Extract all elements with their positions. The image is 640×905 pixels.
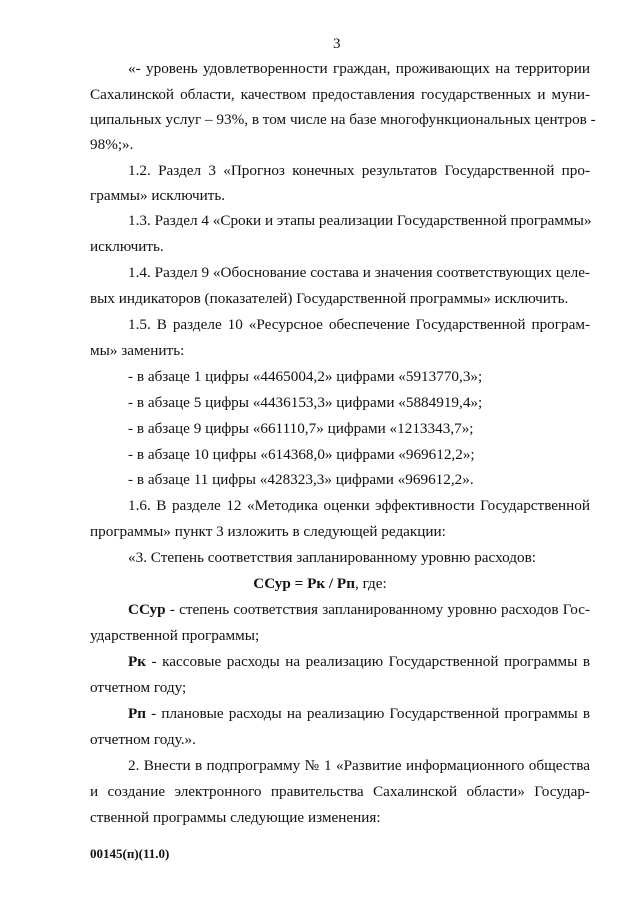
p1-line-1: «- уровень удовлетворенности граждан, проживающих на территории (128, 60, 590, 77)
p1-line-4: 98%;». (90, 136, 134, 153)
def1-line-1 (128, 601, 590, 619)
p1-line-2: Сахалинской области, качеством предоставления государственных и муни- (90, 86, 590, 103)
p1-line-3: ципальных услуг – 93%, в том числе на базе многофункциональных центров - (90, 111, 596, 128)
formula-suffix: , где: (354, 575, 387, 592)
p2-line-1: 1.2. Раздел 3 «Прогноз конечных результатов Государственной про- (128, 162, 590, 179)
p6-line-1: 1.6. В разделе 12 «Методика оценки эффективности Государственной (128, 497, 590, 514)
def1-line-2: ударственной программы; (90, 627, 260, 644)
def2-text: - кассовые расходы на реализацию Государственной программы в (146, 653, 590, 670)
p8-line-1: 2. Внести в подпрограмму № 1 «Развитие информационного общества (128, 757, 590, 774)
p3-line-1: 1.3. Раздел 4 «Сроки и этапы реализации Государственной программы» (128, 212, 592, 229)
p2-line-2: граммы» исключить. (90, 187, 226, 204)
p7-line: «3. Степень соответствия запланированному уровню расходов: (128, 549, 536, 566)
def1-text: - степень соответствия запланированному уровню расходов Гос- (165, 601, 590, 618)
p5-line-2: мы» заменить: (90, 342, 185, 359)
p6-line-2: программы» пункт 3 изложить в следующей редакции: (90, 523, 446, 540)
formula-expression: ССур = Рк / Рп (253, 575, 355, 592)
p4-line-2: вых индикаторов (показателей) Государственной программы» исключить. (90, 290, 569, 307)
def3-line-2: отчетном году.». (90, 731, 196, 748)
p3-line-2: исключить. (90, 238, 164, 255)
def2-term: Рк (128, 653, 147, 670)
p8-line-3: ственной программы следующие изменения: (90, 809, 381, 826)
p8-line-2: и создание электронного правительства Сахалинской области» Государ- (90, 783, 590, 800)
formula (0, 575, 640, 593)
p4-line-1: 1.4. Раздел 9 «Обоснование состава и значения соответствующих целе- (128, 264, 590, 281)
def3-line-1 (128, 705, 590, 723)
list-item: - в абзаце 10 цифры «614368,0» цифрами «969612,2»; (128, 446, 475, 463)
def2-line-2: отчетном году; (90, 679, 187, 696)
p5-line-1: 1.5. В разделе 10 «Ресурсное обеспечение Государственной програм- (128, 316, 590, 333)
list-item: - в абзаце 5 цифры «4436153,3» цифрами «5884919,4»; (128, 394, 483, 411)
def3-term: Рп (128, 705, 147, 722)
document-code: 00145(п)(11.0) (90, 846, 170, 861)
list-item: - в абзаце 1 цифры «4465004,2» цифрами «5913770,3»; (128, 368, 483, 385)
def1-term: ССур (128, 601, 166, 618)
def3-text: - плановые расходы на реализацию Государственной программы в (146, 705, 590, 722)
list-item: - в абзаце 9 цифры «661110,7» цифрами «1213343,7»; (128, 420, 474, 437)
def2-line-1 (128, 653, 590, 671)
list-item: - в абзаце 11 цифры «428323,3» цифрами «969612,2». (128, 471, 474, 488)
page-number: 3 (333, 36, 341, 52)
